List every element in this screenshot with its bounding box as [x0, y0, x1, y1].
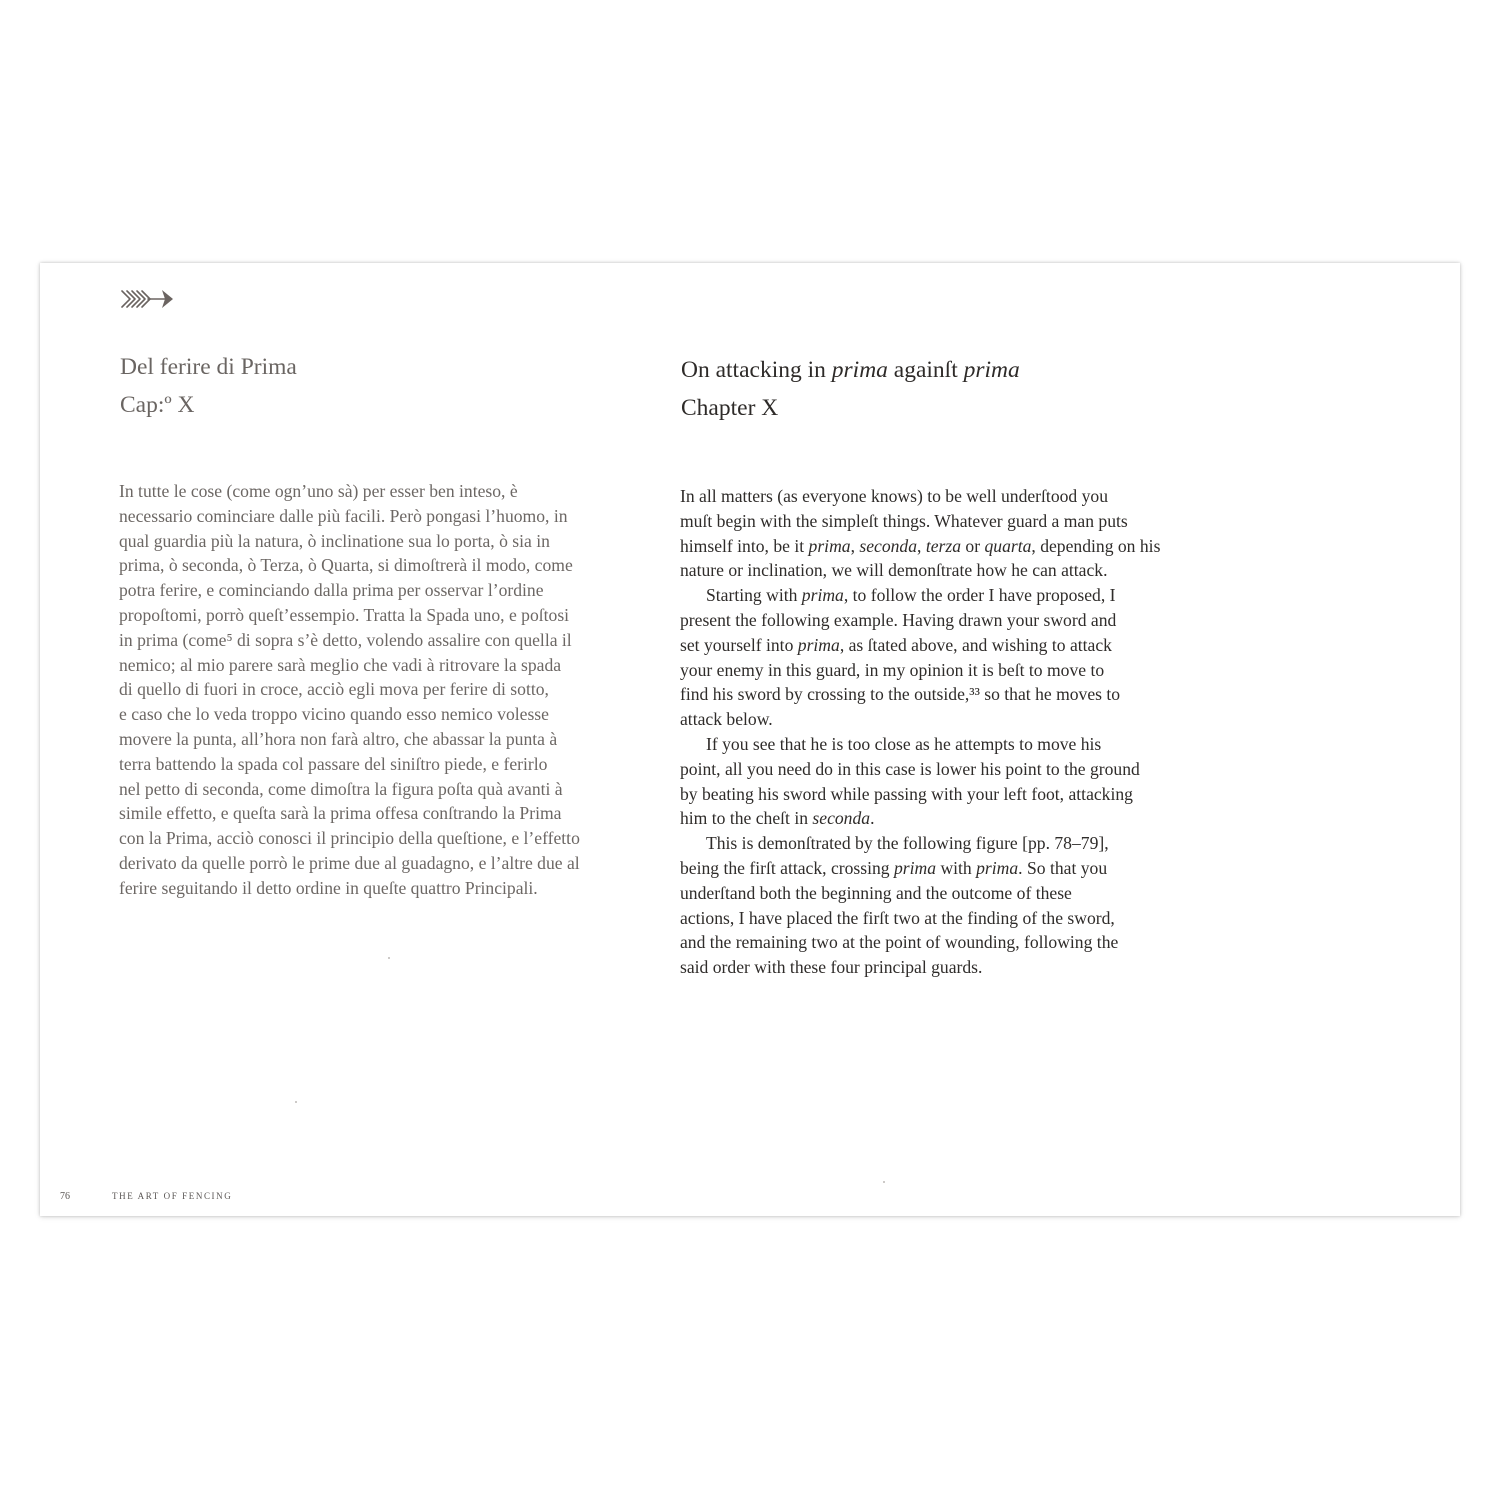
book-page	[40, 263, 1460, 1216]
italic-term: prima	[976, 857, 1019, 878]
italic-term: seconda	[859, 535, 918, 556]
italic-term: prima	[894, 857, 937, 878]
english-title	[681, 351, 1221, 389]
running-title: THE ART OF FENCING	[112, 1191, 233, 1201]
italian-line: derivato da quelle porrò le prime due al guadagno, e l’altre due al	[119, 852, 580, 873]
english-line: said order with these four principal guards.	[680, 957, 983, 978]
text-run: , depending on his	[1031, 535, 1161, 556]
italian-chapter: Cap:º X	[120, 392, 195, 418]
english-paragraph-1	[680, 484, 1220, 583]
italian-line: simile effetto, e queſta sarà la prima offesa conſtrando la Prima	[119, 803, 562, 824]
paper-speck	[388, 957, 390, 959]
english-title-italic: prima	[963, 357, 1020, 383]
english-body	[680, 484, 1220, 980]
italian-line: nel petto di seconda, come dimoſtra la figura poſta quà avanti à	[119, 778, 563, 799]
text-run: This is demonſtrated by the following figure [pp. 78–79],	[706, 833, 1109, 854]
italian-body	[119, 479, 664, 901]
english-paragraph-2	[680, 583, 1220, 732]
english-column	[680, 351, 1221, 978]
page-footer	[60, 1191, 232, 1202]
italian-column	[119, 348, 665, 898]
text-run: ,	[917, 535, 926, 556]
italian-line: in prima (come⁵ di sopra s’è detto, volendo assalire con quella il	[119, 629, 572, 650]
english-line	[680, 534, 1220, 559]
english-line: your enemy in this guard, in my opinion it is beſt to move to	[680, 659, 1105, 680]
english-paragraph-3	[680, 732, 1220, 831]
text-run: If you see that he is too close as he attempts to move his	[706, 733, 1102, 754]
english-chapter: Chapter X	[681, 395, 779, 421]
text-run: .	[870, 808, 875, 829]
italian-line: movere la punta, all’hora non farà altro, che abassar la punta à	[119, 728, 558, 749]
english-line: attack below.	[680, 709, 773, 730]
page-number: 76	[60, 1191, 70, 1202]
text-run: , as ſtated above, and wishing to attack	[839, 634, 1112, 655]
italian-line: e caso che lo veda troppo vicino quando esso nemico volesse	[119, 704, 549, 725]
english-title-italic: prima	[831, 357, 888, 383]
english-title-part: On attacking in	[681, 357, 832, 383]
italian-line: terra battendo la spada col passare del siniſtro piede, e ferirlo	[119, 753, 548, 774]
english-paragraph-4	[680, 831, 1220, 980]
english-line: underſtand both the beginning and the outcome of these	[680, 882, 1072, 903]
english-line: nature or inclination, we will demonſtrate how he can attack.	[680, 560, 1108, 581]
english-line: point, all you need do in this case is lower his point to the ground	[680, 758, 1140, 779]
arrow-ornament-icon	[120, 287, 178, 311]
text-run: ,	[850, 535, 860, 556]
italian-line: qual guardia più la natura, ò inclinatione sua lo porta, ò sia in	[119, 530, 550, 551]
english-line	[680, 633, 1220, 658]
italic-term: prima	[801, 585, 844, 606]
italian-line: necessario cominciare dalle più facili. Però pongasi l’huomo, in	[119, 505, 568, 526]
italian-line: ferire seguitando il detto ordine in queſte quattro Principali.	[119, 877, 538, 898]
english-line: and the remaining two at the point of wounding, following the	[680, 932, 1119, 953]
english-line: by beating his sword while passing with your left foot, attacking	[680, 783, 1133, 804]
english-line: muſt begin with the simpleſt things. Whatever guard a man puts	[680, 510, 1128, 531]
italic-term: quarta	[984, 535, 1032, 556]
english-line: present the following example. Having drawn your sword and	[680, 609, 1117, 630]
english-line: In all matters (as everyone knows) to be well underſtood you	[680, 486, 1108, 506]
italian-line: propoſtomi, porrò queſt’essempio. Tratta la Spada uno, e poſtosi	[119, 604, 570, 625]
italic-term: seconda	[812, 808, 871, 829]
italian-line: In tutte le cose (come ogn’uno sà) per esser ben inteso, è	[119, 481, 518, 501]
text-run: him to the cheſt in	[680, 808, 813, 829]
italian-line: con la Prima, acciò conosci il principio della queſtione, e l’effetto	[119, 828, 580, 849]
english-line: actions, I have placed the firſt two at the finding of the sword,	[680, 907, 1115, 928]
text-run: . So that you	[1018, 857, 1108, 878]
italic-term: prima	[808, 535, 851, 556]
italian-line: potra ferire, e cominciando dalla prima per osservar l’ordine	[119, 580, 544, 601]
text-run: with	[936, 857, 977, 878]
text-run: set yourself into	[680, 634, 798, 655]
paper-speck	[295, 1101, 297, 1103]
english-line: find his sword by crossing to the outside,³³ so that he moves to	[680, 684, 1121, 705]
text-run: or	[961, 535, 985, 556]
italic-term: prima	[797, 634, 840, 655]
italian-line: nemico; al mio parere sarà meglio che vadi à ritrovare la spada	[119, 654, 562, 675]
text-run: himself into, be it	[680, 535, 809, 556]
italian-line: prima, ò seconda, ò Terza, ò Quarta, si dimoſtrerà il modo, come	[119, 555, 573, 576]
english-line	[680, 856, 1220, 881]
text-run: being the firſt attack, crossing	[680, 857, 894, 878]
italic-term: terza	[925, 535, 962, 556]
english-line	[680, 806, 1220, 831]
text-run: Starting with	[706, 585, 802, 606]
text-run: , to follow the order I have proposed, I	[843, 585, 1116, 606]
paper-speck	[883, 1181, 885, 1183]
english-title-part: againſt	[887, 357, 964, 383]
italian-title: Del ferire di Prima	[120, 354, 297, 380]
italian-line: di quello di fuori in croce, acciò egli mova per ferire di sotto,	[119, 679, 549, 700]
